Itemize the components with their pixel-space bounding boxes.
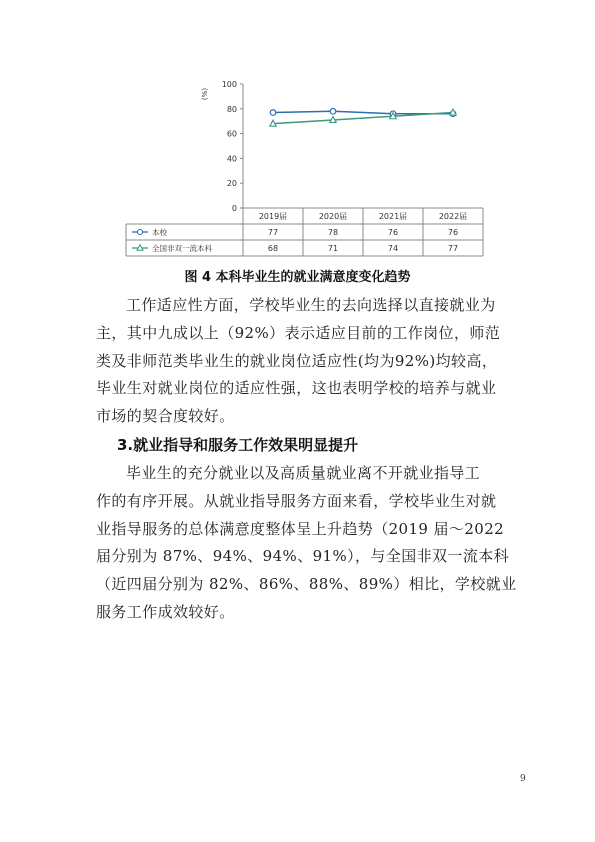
line-chart bbox=[0, 0, 595, 262]
y-tick-label: 60 bbox=[226, 129, 237, 139]
data-label: 76 bbox=[447, 228, 459, 237]
series-line bbox=[273, 113, 453, 124]
y-axis-label: (%) bbox=[201, 87, 209, 101]
paragraph-line: 业指导服务的总体满意度整体呈上升趋势（2019 届～2022 bbox=[96, 519, 505, 538]
y-tick-label: 20 bbox=[226, 179, 237, 189]
paragraph-line: 毕业生对就业岗位的适应性强，这也表明学校的培养与就业 bbox=[96, 379, 497, 398]
legend-marker bbox=[138, 230, 143, 235]
data-label: 77 bbox=[267, 228, 279, 237]
data-label: 77 bbox=[447, 244, 459, 253]
data-label: 68 bbox=[267, 244, 279, 253]
paragraph-line: 届分别为 87%、94%、94%、91%），与全国非双一流本科 bbox=[96, 547, 510, 566]
data-label: 76 bbox=[387, 228, 399, 237]
x-tick-label: 2020届 bbox=[318, 212, 348, 221]
paragraph-line: 作的有序开展。从就业指导服务方面来看，学校毕业生对就 bbox=[96, 491, 497, 510]
page-number: 9 bbox=[520, 774, 526, 784]
figure-caption: 图 4 本科毕业生的就业满意度变化趋势 bbox=[184, 270, 411, 285]
legend-label: 全国非双一流本科 bbox=[152, 244, 212, 253]
paragraph-line: 市场的契合度较好。 bbox=[96, 407, 235, 426]
legend-label: 本校 bbox=[152, 228, 167, 237]
paragraph-line: 服务工作成效较好。 bbox=[96, 602, 235, 621]
paragraph-line: （近四届分别为 82%、86%、88%、89%）相比，学校就业 bbox=[96, 575, 517, 594]
y-tick-label: 80 bbox=[226, 104, 237, 114]
section-heading: 3.就业指导和服务工作效果明显提升 bbox=[117, 436, 359, 454]
data-point bbox=[330, 108, 336, 114]
paragraph-work-adaptability bbox=[96, 292, 506, 431]
x-tick-label: 2021届 bbox=[378, 212, 408, 221]
data-point bbox=[270, 110, 276, 116]
paragraph-line: 主，其中九成以上（92%）表示适应目前的工作岗位，师范 bbox=[96, 323, 501, 342]
y-tick-label: 0 bbox=[231, 204, 237, 213]
paragraph-line: 毕业生的充分就业以及高质量就业离不开就业指导工 bbox=[126, 464, 481, 482]
y-tick-label: 100 bbox=[221, 80, 237, 89]
data-label: 78 bbox=[327, 228, 339, 237]
data-label: 71 bbox=[327, 244, 339, 253]
paragraph-employment-guidance bbox=[96, 460, 517, 627]
x-tick-label: 2022届 bbox=[438, 212, 468, 221]
series-line bbox=[273, 111, 453, 113]
data-label: 74 bbox=[387, 244, 399, 253]
y-tick-label: 40 bbox=[226, 154, 237, 164]
x-tick-label: 2019届 bbox=[258, 212, 288, 221]
paragraph-line: 工作适应性方面，学校毕业生的去向选择以直接就业为 bbox=[126, 296, 496, 314]
paragraph-line: 类及非师范类毕业生的就业岗位适应性(均为92%)均较高， bbox=[96, 351, 498, 370]
